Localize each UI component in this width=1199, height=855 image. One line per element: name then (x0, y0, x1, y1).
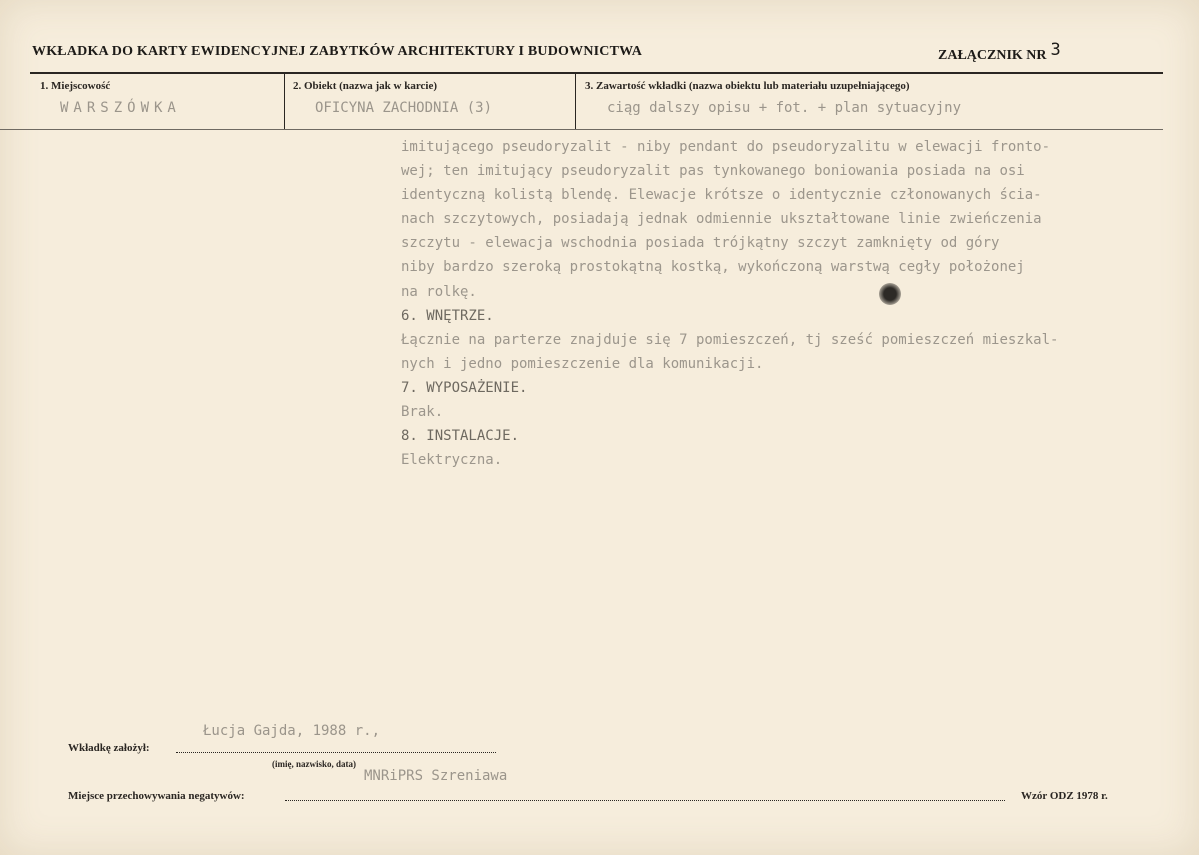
attachment-number-value: 3 (1050, 40, 1061, 60)
ink-stain (879, 283, 901, 305)
text-line: niby bardzo szeroką prostokątną kostką, wykończoną warstwą cegły położonej (401, 259, 1025, 276)
author-label: Wkładkę założył: (68, 742, 150, 754)
author-sublabel: (imię, nazwisko, data) (272, 759, 356, 769)
section-heading-interior: 6. WNĘTRZE. (401, 307, 494, 324)
attachment-number (938, 40, 1061, 64)
form-code: Wzór ODZ 1978 r. (1021, 790, 1108, 802)
typed-description (401, 135, 1191, 472)
field-value-object: OFICYNA ZACHODNIA (3) (315, 100, 493, 116)
text-line: Łącznie na parterze znajduje się 7 pomieszczeń, tj sześć pomieszczeń mieszkal- (401, 331, 1059, 348)
text-line: nach szczytowych, posiadają jednak odmiennie ukształtowane linie zwieńczenia (401, 211, 1042, 228)
negatives-label: Miejsce przechowywania negatywów: (68, 790, 245, 802)
field-value-contents: ciąg dalszy opisu + fot. + plan sytuacyjny (607, 100, 962, 116)
text-line: szczytu - elewacja wschodnia posiada trójkątny szczyt zamknięty od góry (401, 235, 1000, 252)
text-line: wej; ten imitujący pseudoryzalit pas tynkowanego boniowania posiada na osi (401, 163, 1025, 180)
negatives-value: MNRiPRS Szreniawa (364, 768, 508, 784)
section-heading-equipment: 7. WYPOSAŻENIE. (401, 379, 528, 396)
column-divider (284, 74, 285, 129)
text-line: nych i jedno pomieszczenie dla komunikacji. (401, 355, 764, 372)
text-line: Brak. (401, 404, 444, 421)
text-line: imitującego pseudoryzalit - niby pendant do pseudoryzalitu w elewacji fronto- (401, 139, 1051, 155)
author-value: Łucja Gajda, 1988 r., (203, 723, 381, 739)
text-line: na rolkę. (401, 283, 477, 300)
document-title: WKŁADKA DO KARTY EWIDENCYJNEJ ZABYTKÓW ARCHITEKTURY I BUDOWNICTWA (32, 44, 643, 59)
field-label-location: 1. Miejscowość (40, 80, 111, 92)
text-line: Elektryczna. (401, 452, 503, 469)
field-value-location: WARSZÓWKA (60, 100, 181, 116)
section-heading-installations: 8. INSTALACJE. (401, 428, 520, 445)
author-dotted-line (176, 752, 496, 753)
column-divider (575, 74, 576, 129)
attachment-label: ZAŁĄCZNIK NR (938, 48, 1047, 63)
field-label-contents: 3. Zawartość wkładki (nazwa obiektu lub materiału uzupełniającego) (585, 80, 910, 92)
field-label-object: 2. Obiekt (nazwa jak w karcie) (293, 80, 438, 92)
header-rule (30, 72, 1163, 74)
header-bottom-rule (0, 129, 1163, 130)
negatives-dotted-line (285, 800, 1005, 801)
text-line: identyczną kolistą blendę. Elewacje krótsze o identycznie członowanych ścia- (401, 187, 1042, 204)
